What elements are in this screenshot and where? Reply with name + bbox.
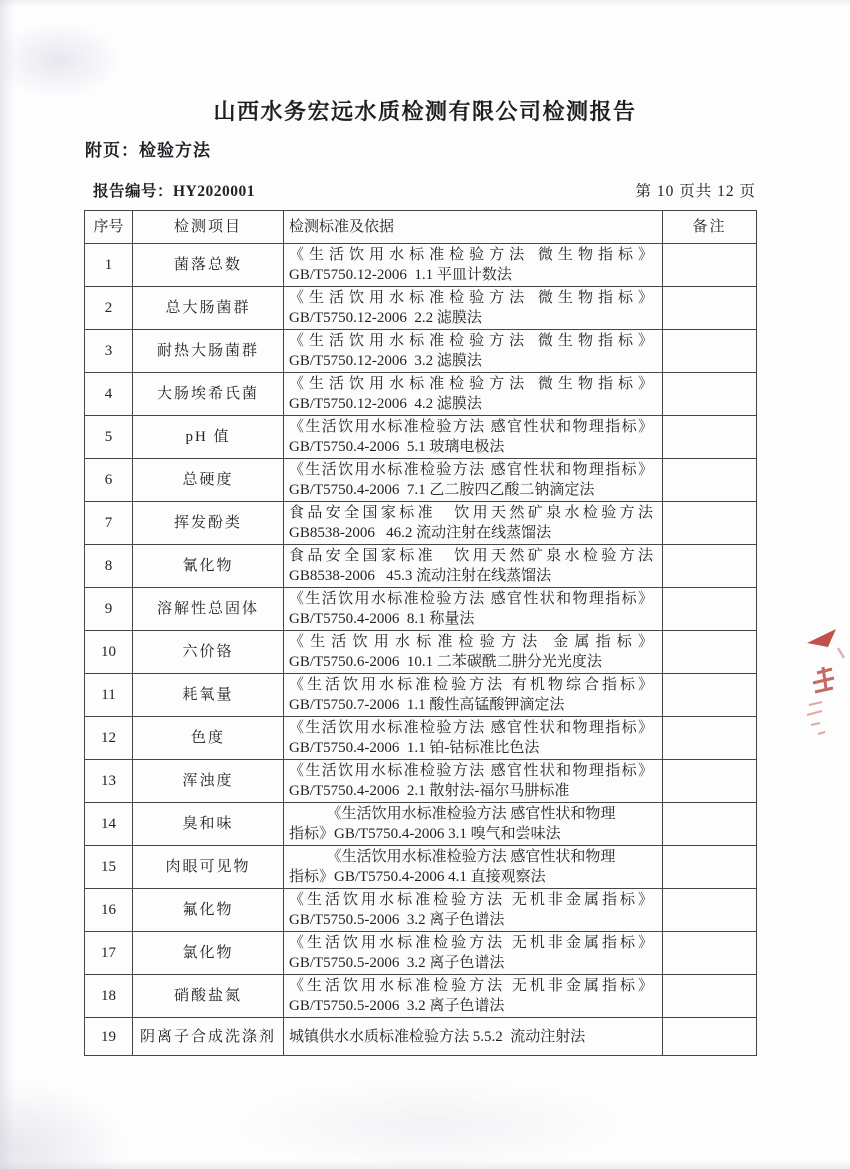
row-remark — [663, 416, 757, 459]
row-seq: 2 — [85, 287, 133, 330]
table-row — [85, 244, 757, 287]
row-standard — [284, 416, 663, 459]
row-item: 耐热大肠菌群 — [133, 330, 284, 373]
row-standard — [284, 803, 663, 846]
row-seq: 15 — [85, 846, 133, 889]
row-item: 总大肠菌群 — [133, 287, 284, 330]
row-seq: 8 — [85, 545, 133, 588]
standard-line: GB/T5750.5-2006 3.2 离子色谱法 — [289, 998, 505, 1014]
table-row — [85, 330, 757, 373]
table-row — [85, 1018, 757, 1056]
row-remark — [663, 803, 757, 846]
standard-line: 《生活饮用水标准检验方法 感官性状和物理指标》 — [289, 462, 653, 478]
row-seq: 10 — [85, 631, 133, 674]
row-standard — [284, 287, 663, 330]
row-item: 大肠埃希氏菌 — [133, 373, 284, 416]
standard-line: 《生活饮用水标准检验方法 无机非金属指标》 — [289, 978, 653, 994]
row-item: 阴离子合成洗涤剂 — [133, 1018, 284, 1056]
col-header-standard: 检测标准及依据 — [284, 211, 663, 244]
standard-line: GB/T5750.12-2006 4.2 滤膜法 — [289, 396, 482, 412]
row-remark — [663, 674, 757, 717]
table-row — [85, 502, 757, 545]
row-item: 六价铬 — [133, 631, 284, 674]
col-header-remark: 备注 — [663, 211, 757, 244]
standard-line: 城镇供水水质标准检验方法 5.5.2 流动注射法 — [289, 1028, 586, 1045]
row-remark — [663, 588, 757, 631]
standard-line: 《生活饮用水标准检验方法 微生物指标》 — [289, 247, 653, 263]
row-seq: 5 — [85, 416, 133, 459]
row-seq: 13 — [85, 760, 133, 803]
table-row — [85, 975, 757, 1018]
standard-line: GB/T5750.5-2006 3.2 离子色谱法 — [289, 955, 505, 971]
row-seq: 9 — [85, 588, 133, 631]
row-item: 耗氧量 — [133, 674, 284, 717]
standard-line: 指标》GB/T5750.4-2006 4.1 直接观察法 — [289, 869, 546, 885]
row-remark — [663, 760, 757, 803]
row-seq: 14 — [85, 803, 133, 846]
row-item: 氟化物 — [133, 889, 284, 932]
standard-line: GB/T5750.4-2006 2.1 散射法-福尔马肼标准 — [289, 783, 570, 799]
table-row — [85, 760, 757, 803]
row-standard — [284, 502, 663, 545]
row-standard — [284, 674, 663, 717]
row-remark — [663, 1018, 757, 1056]
row-standard — [284, 545, 663, 588]
row-standard — [284, 459, 663, 502]
standard-line: GB8538-2006 45.3 流动注射在线蒸馏法 — [289, 568, 552, 584]
row-seq: 19 — [85, 1018, 133, 1056]
row-seq: 11 — [85, 674, 133, 717]
standard-line: 《生活饮用水标准检验方法 感官性状和物理指标》 — [289, 591, 653, 607]
page-indicator: 第 10 页共 12 页 — [635, 183, 756, 200]
row-item: pH 值 — [133, 416, 284, 459]
standard-line: 《生活饮用水标准检验方法 金属指标》 — [289, 634, 653, 650]
standard-line: 《生活饮用水标准检验方法 微生物指标》 — [289, 376, 653, 392]
row-seq: 4 — [85, 373, 133, 416]
methods-table — [84, 210, 757, 1056]
red-seal-fragment — [796, 626, 850, 744]
table-row — [85, 373, 757, 416]
row-standard — [284, 373, 663, 416]
row-item: 总硬度 — [133, 459, 284, 502]
row-remark — [663, 244, 757, 287]
standard-line: GB/T5750.5-2006 3.2 离子色谱法 — [289, 912, 505, 928]
standard-line: GB/T5750.4-2006 8.1 称量法 — [289, 611, 475, 627]
row-seq: 7 — [85, 502, 133, 545]
table-row — [85, 545, 757, 588]
standard-line: 《生活饮用水标准检验方法 感官性状和物理指标》 — [289, 763, 653, 779]
row-item: 色度 — [133, 717, 284, 760]
page-title: 山西水务宏远水质检测有限公司检测报告 — [213, 99, 637, 124]
row-remark — [663, 932, 757, 975]
table-row — [85, 416, 757, 459]
row-seq: 12 — [85, 717, 133, 760]
row-remark — [663, 545, 757, 588]
row-remark — [663, 459, 757, 502]
standard-line: 《生活饮用水标准检验方法 感官性状和物理 — [326, 849, 616, 865]
row-standard — [284, 975, 663, 1018]
table-row — [85, 287, 757, 330]
row-remark — [663, 975, 757, 1018]
row-item: 肉眼可见物 — [133, 846, 284, 889]
row-seq: 17 — [85, 932, 133, 975]
row-standard — [284, 330, 663, 373]
row-standard — [284, 889, 663, 932]
row-standard — [284, 717, 663, 760]
row-seq: 6 — [85, 459, 133, 502]
standard-line: 《生活饮用水标准检验方法 有机物综合指标》 — [289, 677, 653, 693]
standard-line: GB/T5750.12-2006 1.1 平皿计数法 — [289, 267, 512, 283]
row-item: 臭和味 — [133, 803, 284, 846]
row-remark — [663, 330, 757, 373]
report-number: 报告编号：HY2020001 — [93, 183, 256, 200]
standard-line: 食品安全国家标准 饮用天然矿泉水检验方法 — [289, 548, 653, 564]
standard-line: 《生活饮用水标准检验方法 无机非金属指标》 — [289, 935, 653, 951]
row-standard — [284, 932, 663, 975]
table-row — [85, 889, 757, 932]
standard-line: 指标》GB/T5750.4-2006 3.1 嗅气和尝味法 — [289, 826, 561, 842]
table-row — [85, 459, 757, 502]
row-remark — [663, 631, 757, 674]
standard-line: 《生活饮用水标准检验方法 微生物指标》 — [289, 290, 653, 306]
row-seq: 18 — [85, 975, 133, 1018]
appendix-label: 附页：检验方法 — [85, 141, 211, 160]
standard-line: GB8538-2006 46.2 流动注射在线蒸馏法 — [289, 525, 552, 541]
row-standard — [284, 588, 663, 631]
row-item: 溶解性总固体 — [133, 588, 284, 631]
standard-line: 《生活饮用水标准检验方法 感官性状和物理指标》 — [289, 419, 653, 435]
standard-line: 《生活饮用水标准检验方法 感官性状和物理 — [326, 806, 616, 822]
row-remark — [663, 287, 757, 330]
row-item: 氰化物 — [133, 545, 284, 588]
standard-line: GB/T5750.7-2006 1.1 酸性高锰酸钾滴定法 — [289, 697, 565, 713]
row-remark — [663, 373, 757, 416]
table-row — [85, 674, 757, 717]
row-standard — [284, 1018, 663, 1056]
standard-line: GB/T5750.4-2006 1.1 铂-钴标准比色法 — [289, 740, 540, 756]
row-standard — [284, 760, 663, 803]
standard-line: GB/T5750.4-2006 7.1 乙二胺四乙酸二钠滴定法 — [289, 482, 595, 498]
row-standard — [284, 846, 663, 889]
row-standard — [284, 244, 663, 287]
row-seq: 3 — [85, 330, 133, 373]
row-item: 浑浊度 — [133, 760, 284, 803]
table-row — [85, 803, 757, 846]
row-standard — [284, 631, 663, 674]
table-header-row — [85, 211, 757, 244]
row-remark — [663, 846, 757, 889]
row-remark — [663, 717, 757, 760]
standard-line: 《生活饮用水标准检验方法 感官性状和物理指标》 — [289, 720, 653, 736]
col-header-seq: 序号 — [85, 211, 133, 244]
row-item: 氯化物 — [133, 932, 284, 975]
standard-line: GB/T5750.12-2006 3.2 滤膜法 — [289, 353, 482, 369]
table-row — [85, 717, 757, 760]
standard-line: GB/T5750.4-2006 5.1 玻璃电极法 — [289, 439, 505, 455]
table-row — [85, 588, 757, 631]
table-row — [85, 932, 757, 975]
row-remark — [663, 502, 757, 545]
col-header-item: 检测项目 — [133, 211, 284, 244]
row-remark — [663, 889, 757, 932]
row-seq: 1 — [85, 244, 133, 287]
standard-line: GB/T5750.12-2006 2.2 滤膜法 — [289, 310, 482, 326]
row-item: 菌落总数 — [133, 244, 284, 287]
standard-line: GB/T5750.6-2006 10.1 二苯碳酰二肼分光光度法 — [289, 654, 602, 670]
row-item: 硝酸盐氮 — [133, 975, 284, 1018]
standard-line: 《生活饮用水标准检验方法 微生物指标》 — [289, 333, 653, 349]
standard-line: 《生活饮用水标准检验方法 无机非金属指标》 — [289, 892, 653, 908]
meta-row — [93, 179, 756, 201]
table-row — [85, 631, 757, 674]
table-row — [85, 846, 757, 889]
row-item: 挥发酚类 — [133, 502, 284, 545]
standard-line: 食品安全国家标准 饮用天然矿泉水检验方法 — [289, 505, 653, 521]
row-seq: 16 — [85, 889, 133, 932]
